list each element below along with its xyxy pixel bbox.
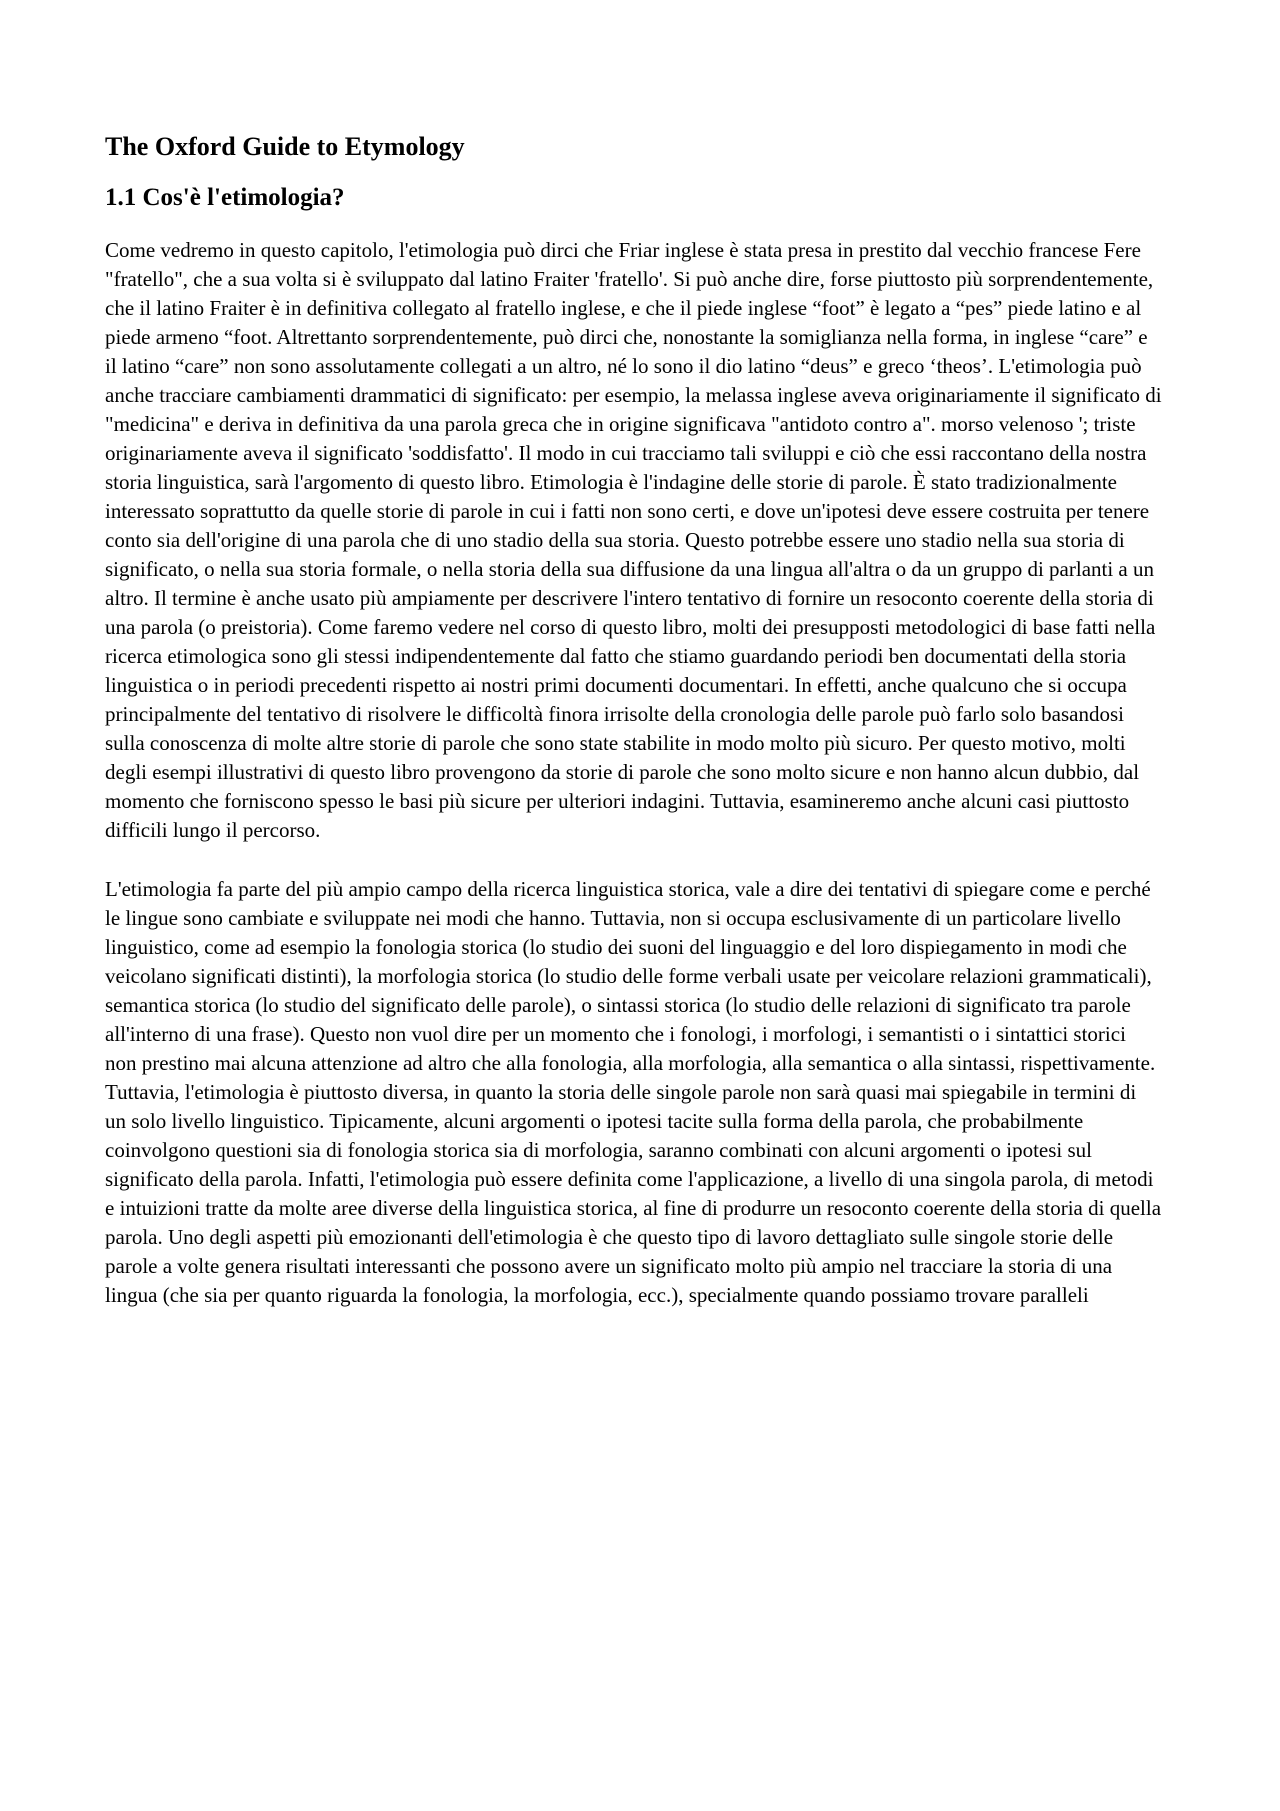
paragraph: Come vedremo in questo capitolo, l'etimologia può dirci che Friar inglese è stata presa in prestito dal vecchio francese Fere "fratello", che a sua volta si è sviluppato dal latino Fraiter 'fratello'. Si può anche dire, forse piuttosto più sorprendentemente, che il latino Fraiter è in definitiva collegato al fratello inglese, e che il piede inglese “foot” è legato a “pes” piede latino e al piede armeno “foot. Altrettanto sorprendentemente, può dirci che, nonostante la somiglianza nella forma, in inglese “care” e il latino “care” non sono assolutamente collegati a un altro, né lo sono il dio latino “deus” e greco ‘theos’. L'etimologia può anche tracciare cambiamenti drammatici di significato: per esempio, la melassa inglese aveva originariamente il significato di "medicina" e deriva in definitiva da una parola greca che in origine significava "antidoto contro a". morso velenoso '; triste originariamente aveva il significato 'soddisfatto'. Il modo in cui tracciamo tali sviluppi e ciò che essi raccontano della nostra storia linguistica, sarà l'argomento di questo libro. Etimologia è l'indagine delle storie di parole. È stato tradizionalmente interessato soprattutto da quelle storie di parole in cui i fatti non sono certi, e dove un'ipotesi deve essere costruita per tenere conto sia dell'origine di una parola che di uno stadio della sua storia. Questo potrebbe essere uno stadio nella sua storia di significato, o nella sua storia formale, o nella storia della sua diffusione da una lingua all'altra o da un gruppo di parlanti a un altro. Il termine è anche usato più ampiamente per descrivere l'intero tentativo di fornire un resoconto coerente della storia di una parola (o preistoria). Come faremo vedere nel corso di questo libro, molti dei presupposti metodologici di base fatti nella ricerca etimologica sono gli stessi indipendentemente dal fatto che stiamo guardando periodi ben documentati della storia linguistica o in periodi precedenti rispetto ai nostri primi documenti documentari. In effetti, anche qualcuno che si occupa principalmente del tentativo di risolvere le difficoltà finora irrisolte della cronologia delle parole può farlo solo basandosi sulla conoscenza di molte altre storie di parole che sono state stabilite in modo molto più sicuro. Per questo motivo, molti degli esempi illustrativi di questo libro provengono da storie di parole che sono molto sicure e non hanno alcun dubbio, dal momento che forniscono spesso le basi più sicure per ulteriori indagini. Tuttavia, esamineremo anche alcuni casi piuttosto difficili lungo il percorso.	[105, 238, 1162, 843]
document-title: The Oxford Guide to Etymology	[105, 132, 465, 161]
paragraph: L'etimologia fa parte del più ampio campo della ricerca linguistica storica, vale a dire dei tentativi di spiegare come e perché le lingue sono cambiate e sviluppate nei modi che hanno. Tuttavia, non si occupa esclusivamente di un particolare livello linguistico, come ad esempio la fonologia storica (lo studio dei suoni del linguaggio e del loro dispiegamento in modi che veicolano significati distinti), la morfologia storica (lo studio delle forme verbali usate per veicolare relazioni grammaticali), semantica storica (lo studio del significato delle parole), o sintassi storica (lo studio delle relazioni di significato tra parole all'interno di una frase). Questo non vuol dire per un momento che i fonologi, i morfologi, i semantisti o i sintattici storici non prestino mai alcuna attenzione ad altro che alla fonologia, alla morfologia, alla semantica o alla sintassi, rispettivamente. Tuttavia, l'etimologia è piuttosto diversa, in quanto la storia delle singole parole non sarà quasi mai spiegabile in termini di un solo livello linguistico. Tipicamente, alcuni argomenti o ipotesi tacite sulla forma della parola, che probabilmente coinvolgono questioni sia di fonologia storica sia di morfologia, saranno combinati con alcuni argomenti o ipotesi sul significato della parola. Infatti, l'etimologia può essere definita come l'applicazione, a livello di una singola parola, di metodi e intuizioni tratte da molte aree diverse della linguistica storica, al fine di produrre un resoconto coerente della storia di quella parola. Uno degli aspetti più emozionanti dell'etimologia è che questo tipo di lavoro dettagliato sulle singole storie delle parole a volte genera risultati interessanti che possono avere un significato molto più ampio nel tracciare la storia di una lingua (che sia per quanto riguarda la fonologia, la morfologia, ecc.), specialmente quando possiamo trovare paralleli	[105, 877, 1162, 1308]
section-heading: 1.1 Cos'è l'etimologia?	[105, 183, 345, 211]
